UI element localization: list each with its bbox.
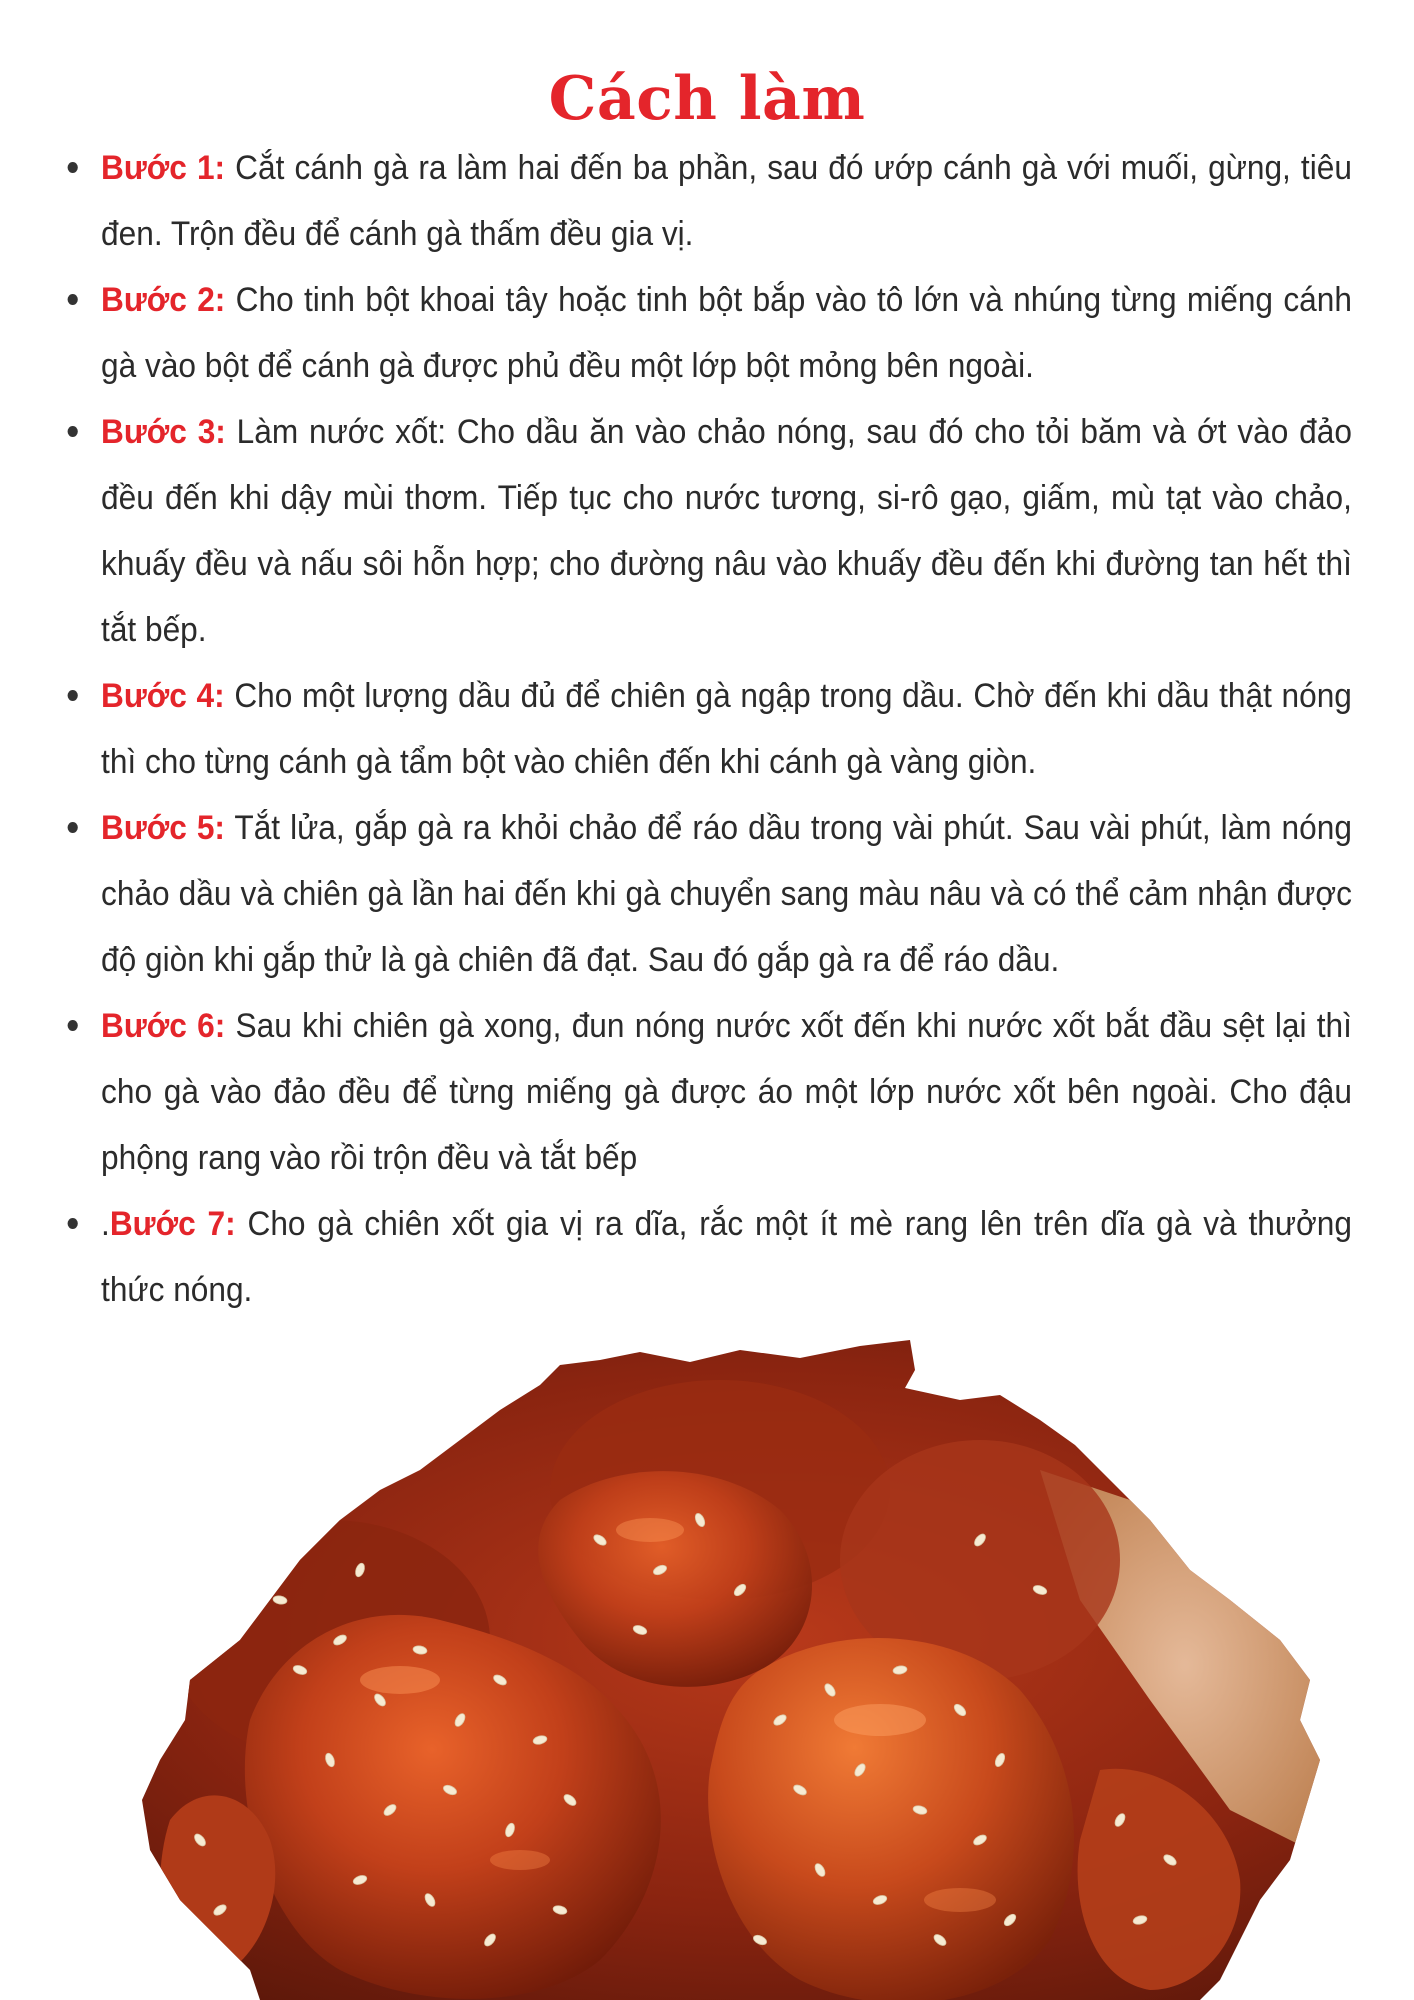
step-item	[62, 135, 1352, 267]
step-item	[62, 795, 1352, 993]
step-label: Bước 2:	[101, 281, 226, 319]
page-title: Cách làm	[548, 64, 866, 135]
bullet-icon	[68, 294, 78, 305]
steps-list	[62, 135, 1367, 1323]
step-label: Bước 4:	[101, 677, 225, 715]
bullet-icon	[68, 1218, 78, 1229]
step-item	[62, 267, 1352, 399]
step-text: Cắt cánh gà ra làm hai đến ba phần, sau đó ướp cánh gà với muối, gừng, tiêu đen. Trộn đều để cánh gà thấm đều gia vị.	[101, 149, 1352, 253]
step-label: Bước 6:	[101, 1007, 226, 1045]
step-prefix: .	[101, 1205, 110, 1243]
bullet-icon	[68, 162, 78, 173]
bullet-icon	[68, 690, 78, 701]
step-text: Sau khi chiên gà xong, đun nóng nước xốt đến khi nước xốt bắt đầu sệt lại thì cho gà vào đảo đều để từng miếng gà được áo một lớp nước xốt bên ngoài. Cho đậu phộng rang vào rồi trộn đều và tắt bếp	[101, 1007, 1352, 1177]
step-label: Bước 1:	[101, 149, 226, 187]
step-text: Làm nước xốt: Cho dầu ăn vào chảo nóng, sau đó cho tỏi băm và ớt vào đảo đều đến khi dậy mùi thơm. Tiếp tục cho nước tương, si-rô gạo, giấm, mù tạt vào chảo, khuấy đều và nấu sôi hỗn hợp; cho đường nâu vào khuấy đều đến khi đường tan hết thì tắt bếp.	[101, 413, 1352, 649]
step-text: Cho gà chiên xốt gia vị ra dĩa, rắc một ít mè rang lên trên dĩa gà và thưởng thức nóng.	[101, 1205, 1352, 1309]
step-label: Bước 7:	[109, 1205, 236, 1243]
food-photo	[0, 1340, 1414, 2000]
step-label: Bước 5:	[101, 809, 225, 847]
step-item	[62, 1191, 1352, 1323]
step-item	[62, 399, 1352, 663]
fried-chicken-image	[0, 1340, 1414, 2000]
step-item	[62, 993, 1352, 1191]
bullet-icon	[68, 426, 78, 437]
step-label: Bước 3:	[101, 413, 226, 451]
bullet-icon	[68, 1020, 78, 1031]
step-text: Tắt lửa, gắp gà ra khỏi chảo để ráo dầu trong vài phút. Sau vài phút, làm nóng chảo dầu và chiên gà lần hai đến khi gà chuyển sang màu nâu và có thể cảm nhận được độ giòn khi gắp thử là gà chiên đã đạt. Sau đó gắp gà ra để ráo dầu.	[101, 809, 1352, 979]
step-text: Cho tinh bột khoai tây hoặc tinh bột bắp vào tô lớn và nhúng từng miếng cánh gà vào bột để cánh gà được phủ đều một lớp bột mỏng bên ngoài.	[101, 281, 1352, 385]
step-text: Cho một lượng dầu đủ để chiên gà ngập trong dầu. Chờ đến khi dầu thật nóng thì cho từng cánh gà tẩm bột vào chiên đến khi cánh gà vàng giòn.	[101, 677, 1352, 781]
step-item	[62, 663, 1352, 795]
bullet-icon	[68, 822, 78, 833]
